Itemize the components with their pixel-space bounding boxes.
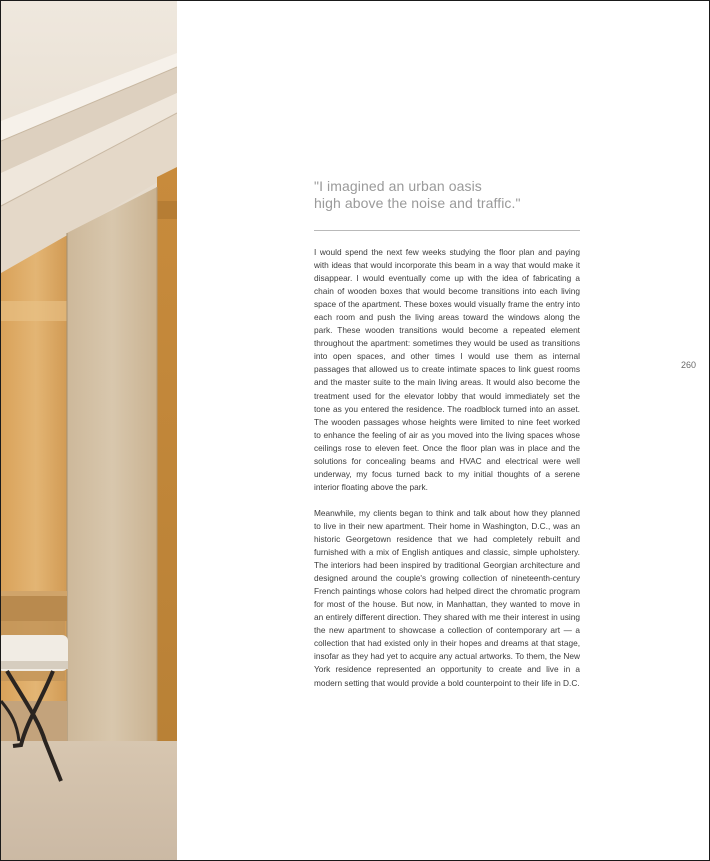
divider-rule bbox=[314, 230, 580, 231]
pull-quote-line-2: high above the noise and traffic." bbox=[314, 195, 521, 211]
body-paragraph-1: I would spend the next few weeks studying the floor plan and paying with ideas that would incorporate this beam in a way that would make it disappear. I would eventually come up with the idea of fabricating a chain of wooden boxes that would become transitions into each living space of the apartment. These boxes would visually frame the entry into each room and push the living areas toward the windows along the park. These wooden transitions would become a repeated element throughout the apartment: sometimes they would be used as transitions into open spaces, and other times I would use them as internal passages that allowed us to create intimate spaces to link guest rooms and the master suite to the main living areas. It would also become the treatment used for the elevator lobby that would immediately set the tone as you entered the residence. The roadblock turned into an asset. The wooden passages whose heights were limited to nine feet worked to enhance the feeling of air as you moved into the living spaces whose ceilings rose to eleven feet. Once the floor plan was in place and the solutions for concealing beams and HVAC and electrical were well underway, my focus turned back to my initial thoughts of a serene interior floating above the park. bbox=[314, 247, 580, 492]
pull-quote bbox=[314, 178, 614, 212]
pull-quote-line-1: "I imagined an urban oasis bbox=[314, 178, 482, 194]
body-paragraph-2: Meanwhile, my clients began to think and talk about how they planned to live in their new apartment. Their home in Washington, D.C., was an historic Georgetown residence that we had completely rebuilt and furnished with a mix of English antiques and classic, simple upholstery. The interiors had been inspired by traditional Georgian architecture and designed around the couple's growing collection of nineteenth-century French paintings whose colors had helped direct the chromatic program for most of the house. But now, in Manhattan, they wanted to move in an entirely different direction. They shared with me their interest in using the new apartment to showcase a collection of contemporary art — a collection that had existed only in their hopes and dreams at that stage, insofar as they had yet to acquire any actual artworks. To them, the New York residence represented an opportunity to create and live in a modern setting that would provide a bold counterpoint to their life in D.C. bbox=[314, 507, 580, 688]
body-text bbox=[314, 246, 580, 690]
interior-photo bbox=[1, 1, 177, 861]
interior-photo-illustration bbox=[1, 1, 177, 861]
page-number: 260 bbox=[681, 360, 697, 370]
